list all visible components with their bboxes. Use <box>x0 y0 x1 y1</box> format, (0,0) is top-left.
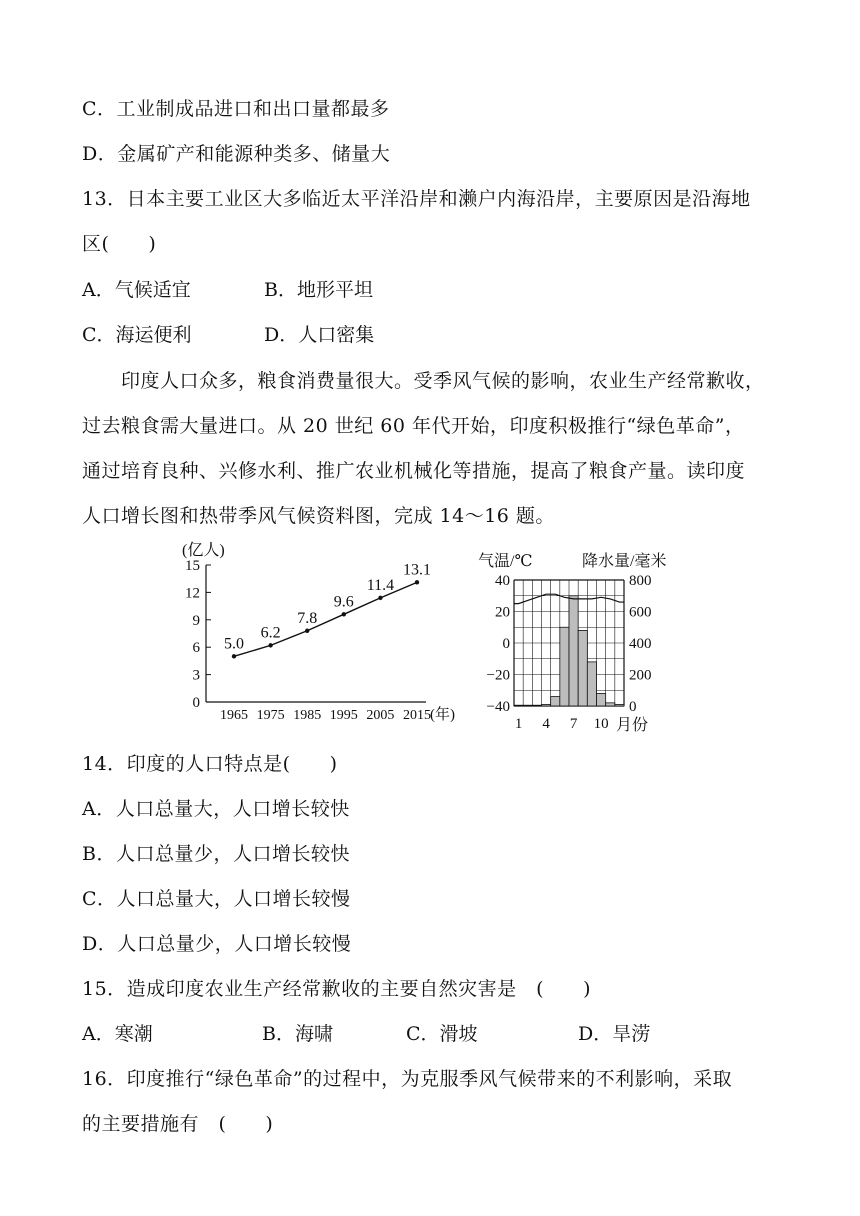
precipitation-bar <box>514 705 523 706</box>
climate-left-tick: −20 <box>486 667 510 684</box>
population-xtick: 2015 <box>403 708 431 723</box>
q13-stem-line2: 区( ) <box>82 233 157 255</box>
passage-line3: 通过培育良种、兴修水利、推广农业机械化等措施，提高了粮食产量。读印度 <box>82 460 746 482</box>
q13-option-d: D．人口密集 <box>264 324 375 346</box>
climate-left-tick: −40 <box>486 699 510 715</box>
passage-line1: 印度人口众多，粮食消费量很大。受季风气候的影响，农业生产经常歉收， <box>82 370 765 392</box>
precipitation-bar <box>542 704 551 706</box>
precipitation-bar <box>615 704 624 706</box>
climate-right-tick: 200 <box>629 667 652 684</box>
q12-option-c: C．工业制成品进口和出口量都最多 <box>82 98 390 120</box>
q12-option-d: D．金属矿产和能源种类多、储量大 <box>82 143 391 165</box>
precipitation-bar <box>597 693 606 706</box>
population-point <box>415 580 419 584</box>
population-ytick: 0 <box>192 695 200 711</box>
precipitation-bar <box>532 705 541 706</box>
q15-option-b: B．海啸 <box>262 1023 333 1045</box>
population-ytick: 6 <box>192 640 200 657</box>
climate-right-tick: 0 <box>629 699 637 715</box>
q14-option-d: D．人口总量少，人口增长较慢 <box>82 933 352 955</box>
population-ytick: 12 <box>185 585 200 602</box>
q15-option-a: A．寒潮 <box>82 1023 153 1045</box>
population-xtick: 1995 <box>329 708 358 723</box>
climate-chart <box>470 540 690 740</box>
q15-stem: 15．造成印度农业生产经常歉收的主要自然灾害是 ( ) <box>82 978 592 1000</box>
q14-option-c: C．人口总量大，人口增长较慢 <box>82 888 351 910</box>
climate-right-tick: 800 <box>629 573 652 589</box>
climate-xlabel: 月份 <box>616 717 649 734</box>
q15-option-d: D．旱涝 <box>578 1023 651 1045</box>
population-ytick: 3 <box>192 667 200 684</box>
q13-option-a: A．气候适宜 <box>82 279 191 301</box>
climate-month-tick: 4 <box>542 716 550 732</box>
population-point <box>342 612 346 616</box>
climate-month-tick: 7 <box>569 716 578 732</box>
q16-stem-line2: 的主要措施有 ( ) <box>82 1113 274 1135</box>
population-xlabel: (年) <box>430 707 455 723</box>
population-ytick: 9 <box>192 612 200 629</box>
population-point <box>232 654 236 658</box>
climate-right-label: 降水量/毫米 <box>582 553 667 570</box>
passage-line2: 过去粮食需大量进口。从 20 世纪 60 年代开始，印度积极推行“绿色革命”， <box>82 415 745 437</box>
population-point <box>268 643 272 647</box>
population-data-label: 13.1 <box>403 561 431 579</box>
q16-stem-line1: 16．印度推行“绿色革命”的过程中，为克服季风气候带来的不利影响，采取 <box>82 1068 733 1090</box>
population-ytick: 15 <box>185 558 200 574</box>
precipitation-bar <box>606 703 615 706</box>
population-point <box>378 596 382 600</box>
climate-month-tick: 10 <box>593 716 609 732</box>
precipitation-bar <box>578 630 587 706</box>
population-xtick: 1985 <box>293 708 322 723</box>
population-data-label: 7.8 <box>297 609 318 627</box>
climate-month-tick: 1 <box>514 716 523 732</box>
population-ylabel: (亿人) <box>182 542 225 559</box>
q13-stem-line1: 13．日本主要工业区大多临近太平洋沿岸和濑户内海沿岸，主要原因是沿海地 <box>82 188 751 210</box>
population-xtick: 2005 <box>366 708 395 723</box>
population-xtick: 1965 <box>220 708 248 723</box>
precipitation-bar <box>560 627 569 706</box>
q14-stem: 14．印度的人口特点是( ) <box>82 753 338 775</box>
population-data-label: 6.2 <box>260 624 281 642</box>
population-data-label: 5.0 <box>224 635 244 653</box>
q13-option-c: C．海运便利 <box>82 324 192 346</box>
climate-right-tick: 400 <box>629 636 652 652</box>
population-xtick: 1975 <box>256 708 285 723</box>
precipitation-bar <box>569 596 578 706</box>
precipitation-bar <box>551 697 560 706</box>
q15-option-c: C．滑坡 <box>406 1023 478 1045</box>
population-point <box>305 629 309 633</box>
population-data-label: 9.6 <box>333 593 354 611</box>
climate-right-tick: 600 <box>629 604 652 621</box>
q14-option-b: B．人口总量少，人口增长较快 <box>82 843 350 865</box>
population-chart <box>170 535 470 735</box>
population-data-label: 11.4 <box>366 576 395 594</box>
climate-left-label: 气温/℃ <box>478 553 533 570</box>
climate-left-tick: 0 <box>502 636 510 652</box>
q13-option-b: B．地形平坦 <box>264 279 373 301</box>
passage-line4: 人口增长图和热带季风气候资料图，完成 14～16 题。 <box>82 505 555 527</box>
precipitation-bar <box>587 662 596 706</box>
q14-option-a: A．人口总量大，人口增长较快 <box>82 798 350 820</box>
precipitation-bar <box>523 705 532 706</box>
climate-left-tick: 20 <box>495 604 510 621</box>
climate-left-tick: 40 <box>495 573 510 589</box>
